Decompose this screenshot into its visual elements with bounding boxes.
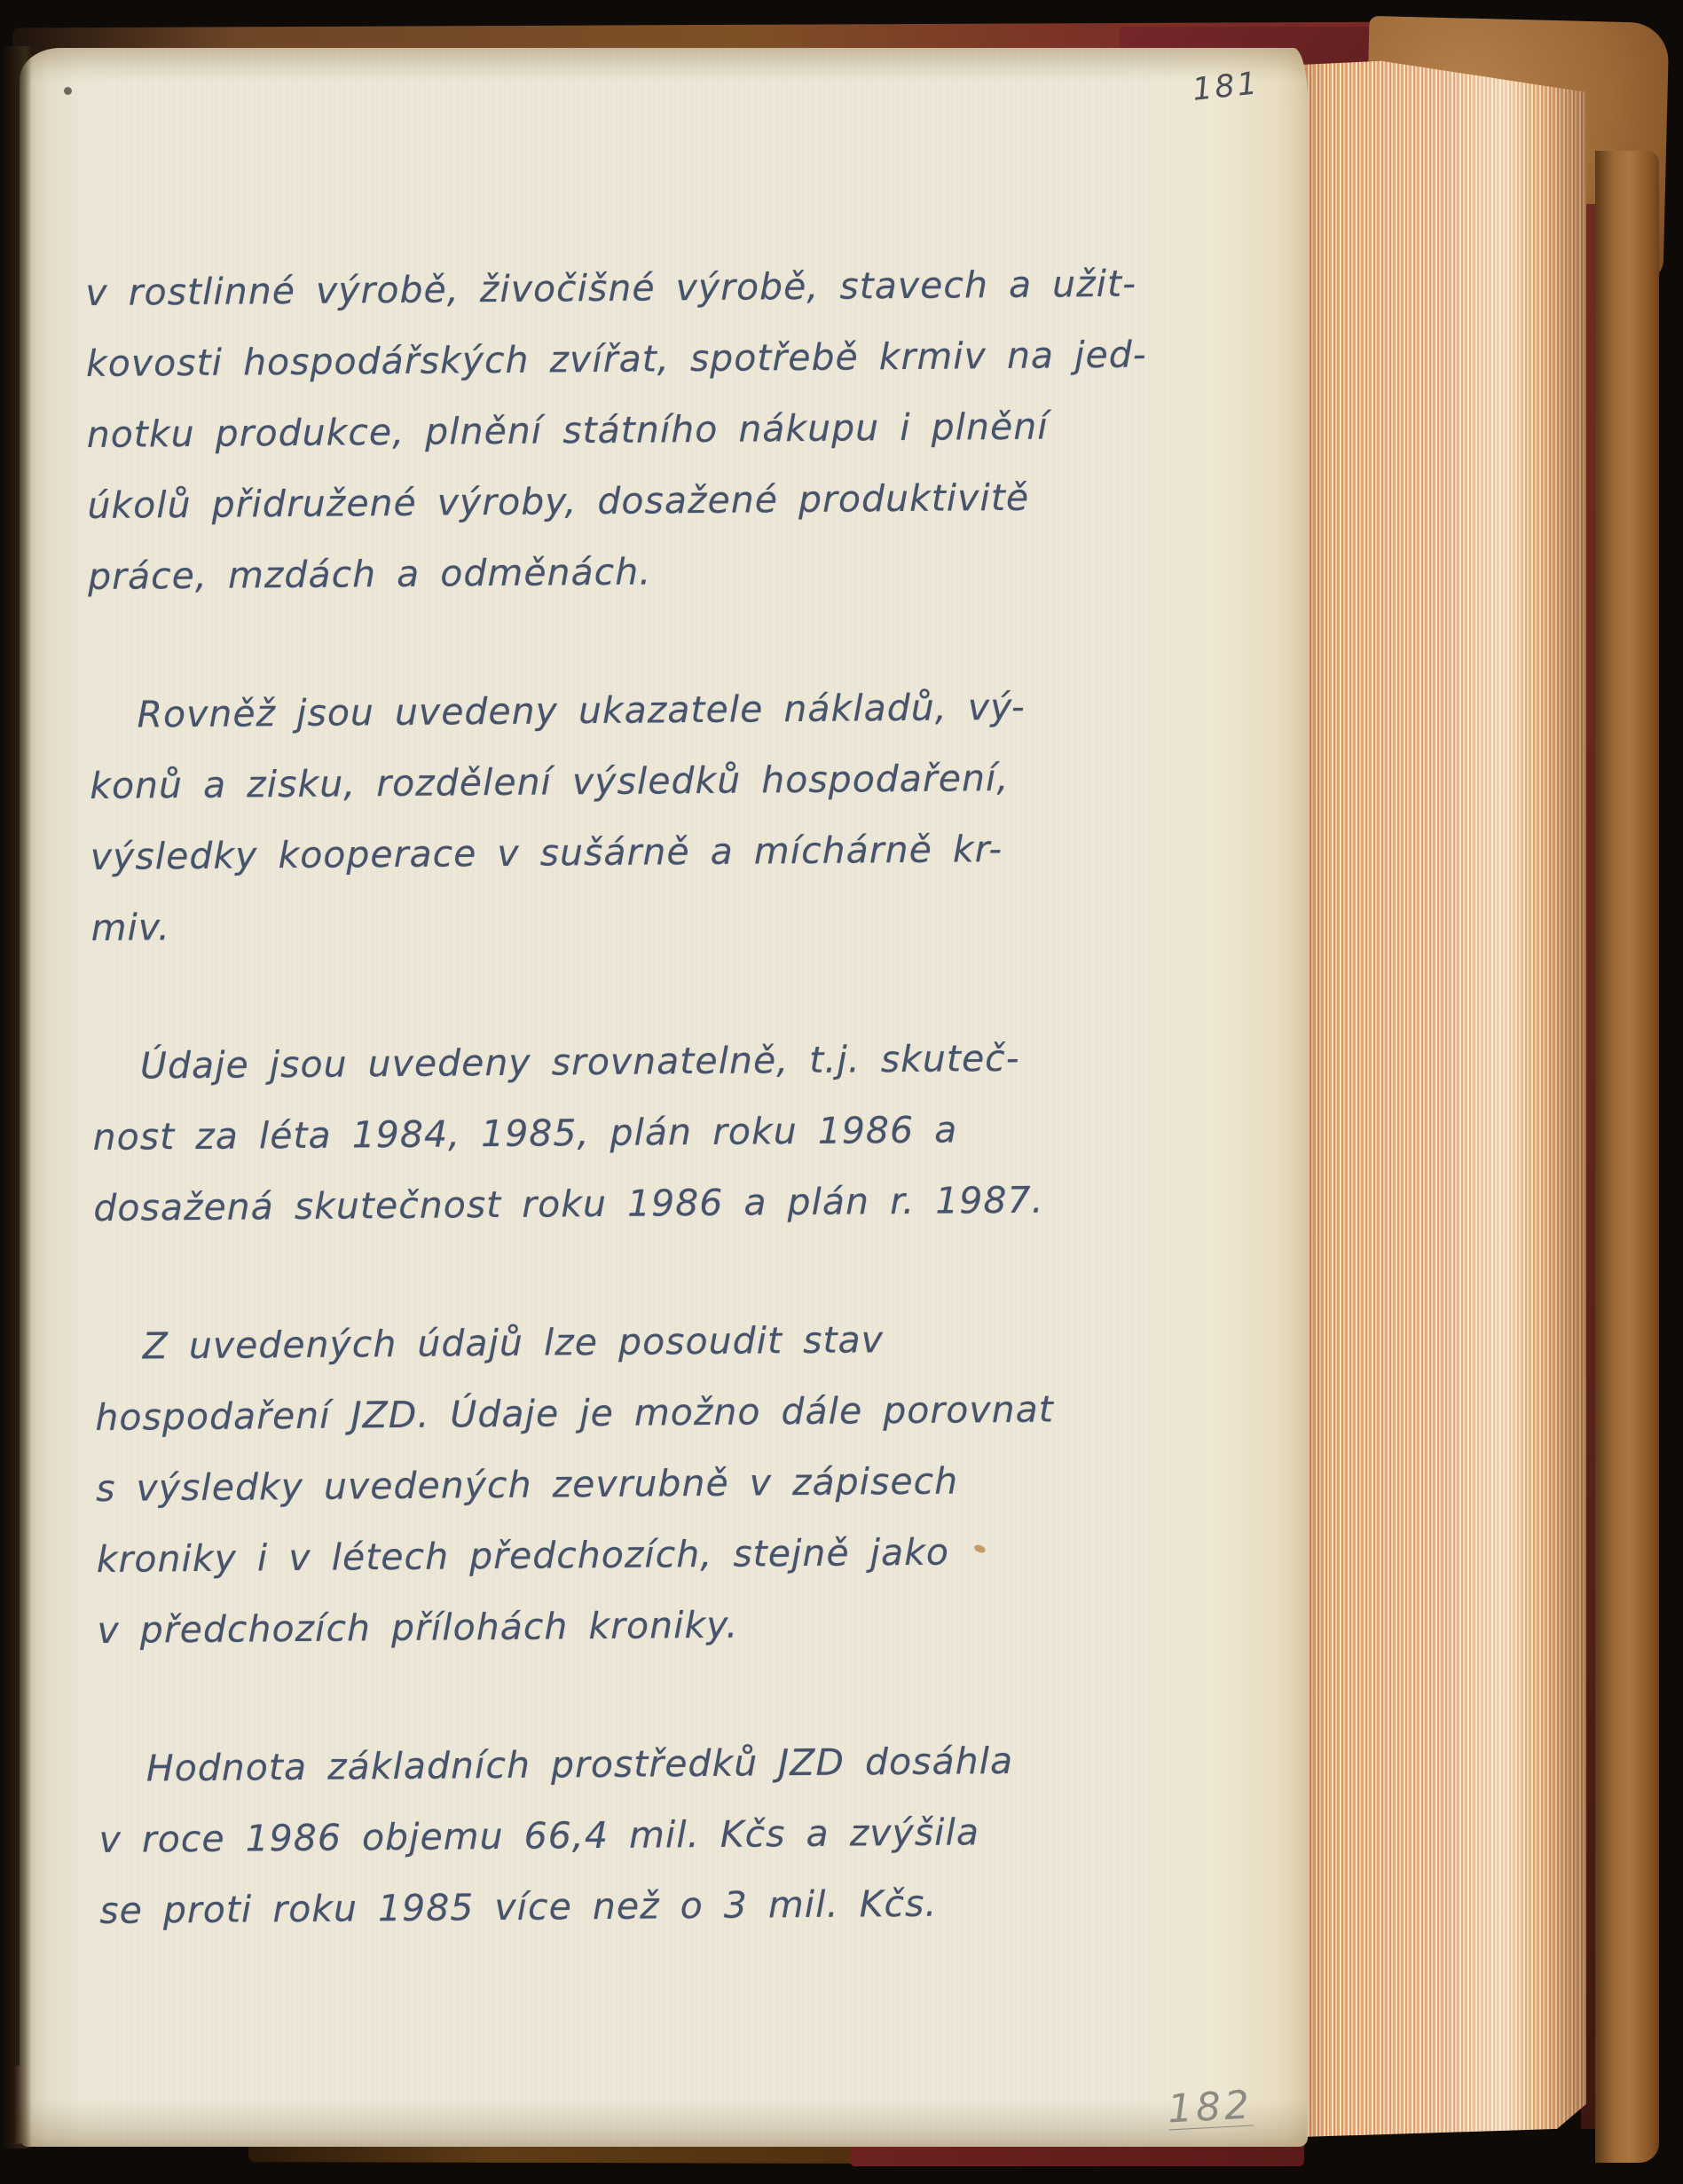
handwritten-line: se proti roku 1985 více než o 3 mil. Kčs. bbox=[99, 1882, 938, 1932]
handwritten-line: kovosti hospodářských zvířat, spotřebě krmiv na jed- bbox=[85, 333, 1147, 385]
handwritten-line: výsledky kooperace v sušárně a míchárně kr- bbox=[90, 828, 1003, 878]
handwritten-line: dosažená skutečnost roku 1986 a plán r. 1987. bbox=[93, 1178, 1044, 1229]
handwritten-line: nost za léta 1984, 1985, plán roku 1986 a bbox=[92, 1108, 958, 1159]
handwritten-line: s výsledky uvedených zevrubně v zápisech bbox=[95, 1459, 959, 1510]
handwritten-line: hospodaření JZD. Údaje je možno dále porovnat bbox=[95, 1387, 1054, 1439]
page-stack-fore-edge bbox=[1294, 57, 1586, 2141]
book-gutter-shadow bbox=[0, 46, 32, 2149]
handwritten-line: úkolů přidružené výroby, dosažené produktivitě bbox=[87, 475, 1030, 527]
ink-dot-mark bbox=[64, 87, 72, 95]
paragraph bbox=[85, 247, 1294, 612]
handwritten-line: v rostlinné výrobě, živočišné výrobě, stavech a užit- bbox=[85, 262, 1137, 314]
handwritten-line: kroniky i v létech předchozích, stejně jako bbox=[96, 1530, 950, 1581]
handwritten-line: Hodnota základních prostředků JZD dosáhla bbox=[145, 1739, 1014, 1790]
handwritten-line: v roce 1986 objemu 66,4 mil. Kčs a zvýšila bbox=[98, 1811, 980, 1861]
handwritten-line: Rovněž jsou uvedeny ukazatele nákladů, vý- bbox=[137, 685, 1026, 736]
book-cover-right-edge bbox=[1595, 151, 1659, 2163]
paragraph bbox=[92, 1020, 1301, 1244]
page-number-top: 181 bbox=[1191, 66, 1262, 108]
paragraph bbox=[98, 1723, 1307, 1946]
text-block bbox=[85, 247, 1307, 1946]
paragraph bbox=[89, 669, 1298, 963]
paragraph bbox=[94, 1300, 1303, 1666]
chronicle-page bbox=[20, 48, 1308, 2147]
handwritten-line: notku produkce, plnění státního nákupu i plnění bbox=[86, 405, 1049, 456]
handwritten-line: miv. bbox=[90, 906, 171, 949]
handwritten-line: Z uvedených údajů lze posoudit stav bbox=[142, 1318, 885, 1368]
handwritten-line: Údaje jsou uvedeny srovnatelně, t.j. skuteč- bbox=[139, 1036, 1020, 1088]
handwritten-line: v předchozích přílohách kroniky. bbox=[97, 1603, 739, 1652]
handwritten-line: konů a zisku, rozdělení výsledků hospodaření, bbox=[89, 756, 1010, 807]
page-number-bottom: 182 bbox=[1166, 2082, 1254, 2133]
handwritten-line: práce, mzdách a odměnách. bbox=[87, 550, 652, 598]
